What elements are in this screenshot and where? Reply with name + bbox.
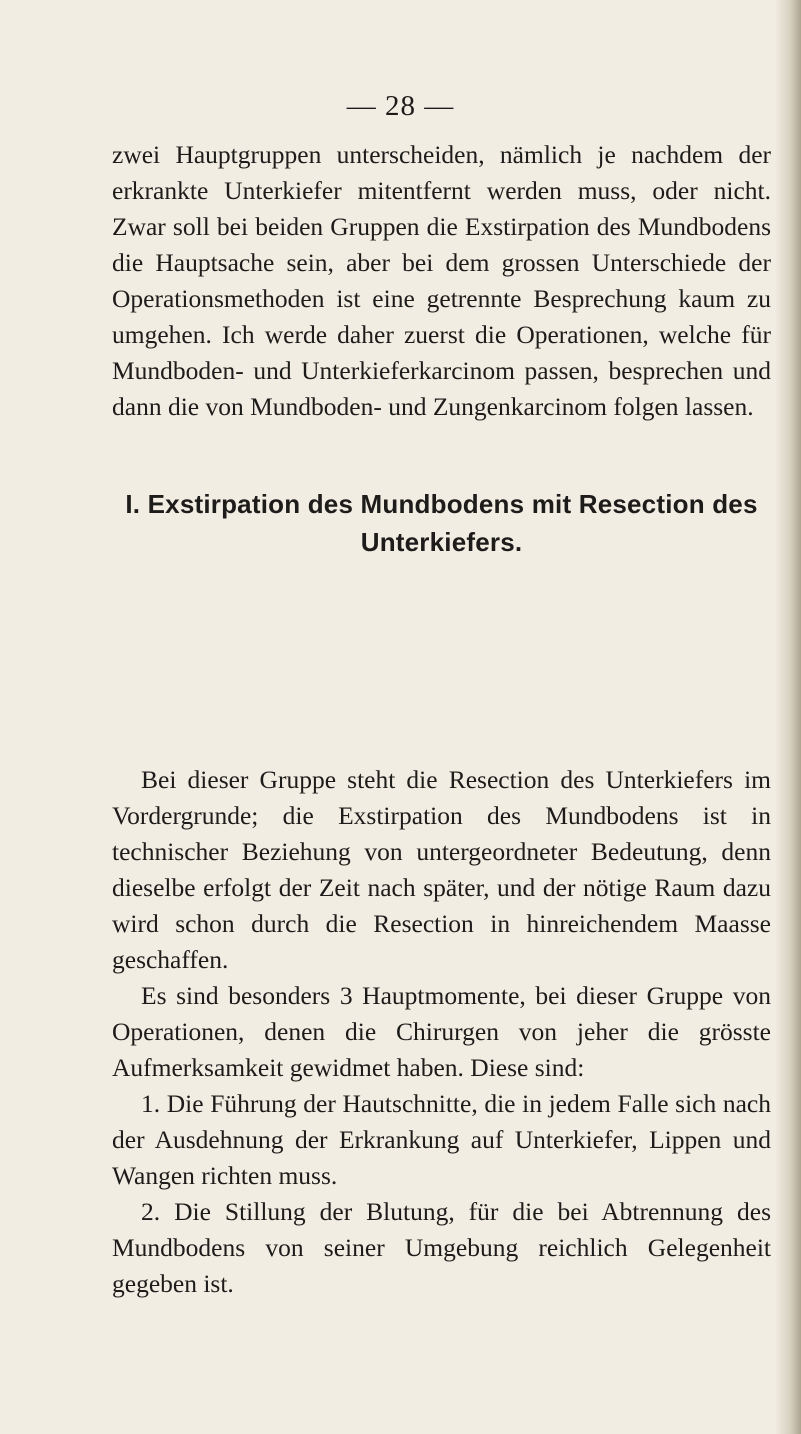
intro-paragraph: zwei Hauptgruppen unterscheiden, nämlich je nachdem der erkrankte Unterkiefer mitentfernt werden muss, oder nicht. Zwar soll bei beiden Gruppen die Exstirpation des Mundbodens die Hauptsache sein, aber bei dem grossen Unterschiede der Operationsmethoden ist eine getrennte Besprechung kaum zu umgehen. Ich werde daher zuerst die Operationen, welche für Mundboden- und Unterkieferkarcinom passen, besprechen und dann die von Mundboden- und Zungenkarcinom folgen lassen. [112, 140, 771, 421]
page-edge-shadow [775, 0, 801, 1434]
page-number: — 28 — [346, 90, 455, 122]
section-heading-line-1: I. Exstirpation des Mundbodens mit Resection des [125, 489, 758, 519]
section-heading [112, 485, 771, 561]
body-paragraph: 1. Die Führung der Hautschnitte, die in jedem Falle sich nach der Ausdehnung der Erkrankung auf Unterkiefer, Lippen und Wangen richten muss. [112, 1089, 771, 1190]
body-paragraph: Bei dieser Gruppe steht die Resection des Unterkiefers im Vordergrunde; die Exstirpation des Mundbodens ist in technischer Beziehung von untergeordneter Bedeutung, denn dieselbe erfolgt der Zeit nach später, und der nötige Raum dazu wird schon durch die Resection in hinreichendem Maasse geschaffen. [112, 765, 771, 974]
body-paragraph: Es sind besonders 3 Hauptmomente, bei dieser Gruppe von Operationen, denen die Chirurgen von jeher die grösste Aufmerksamkeit gewidmet haben. Diese sind: [112, 981, 771, 1082]
section-heading-line-2: Unterkiefers. [360, 527, 523, 557]
intro-paragraph-block [112, 137, 771, 425]
body-paragraphs [112, 762, 771, 1302]
body-paragraph: 2. Die Stillung der Blutung, für die bei Abtrennung des Mundbodens von seiner Umgebung reichlich Gelegenheit gegeben ist. [112, 1197, 771, 1298]
